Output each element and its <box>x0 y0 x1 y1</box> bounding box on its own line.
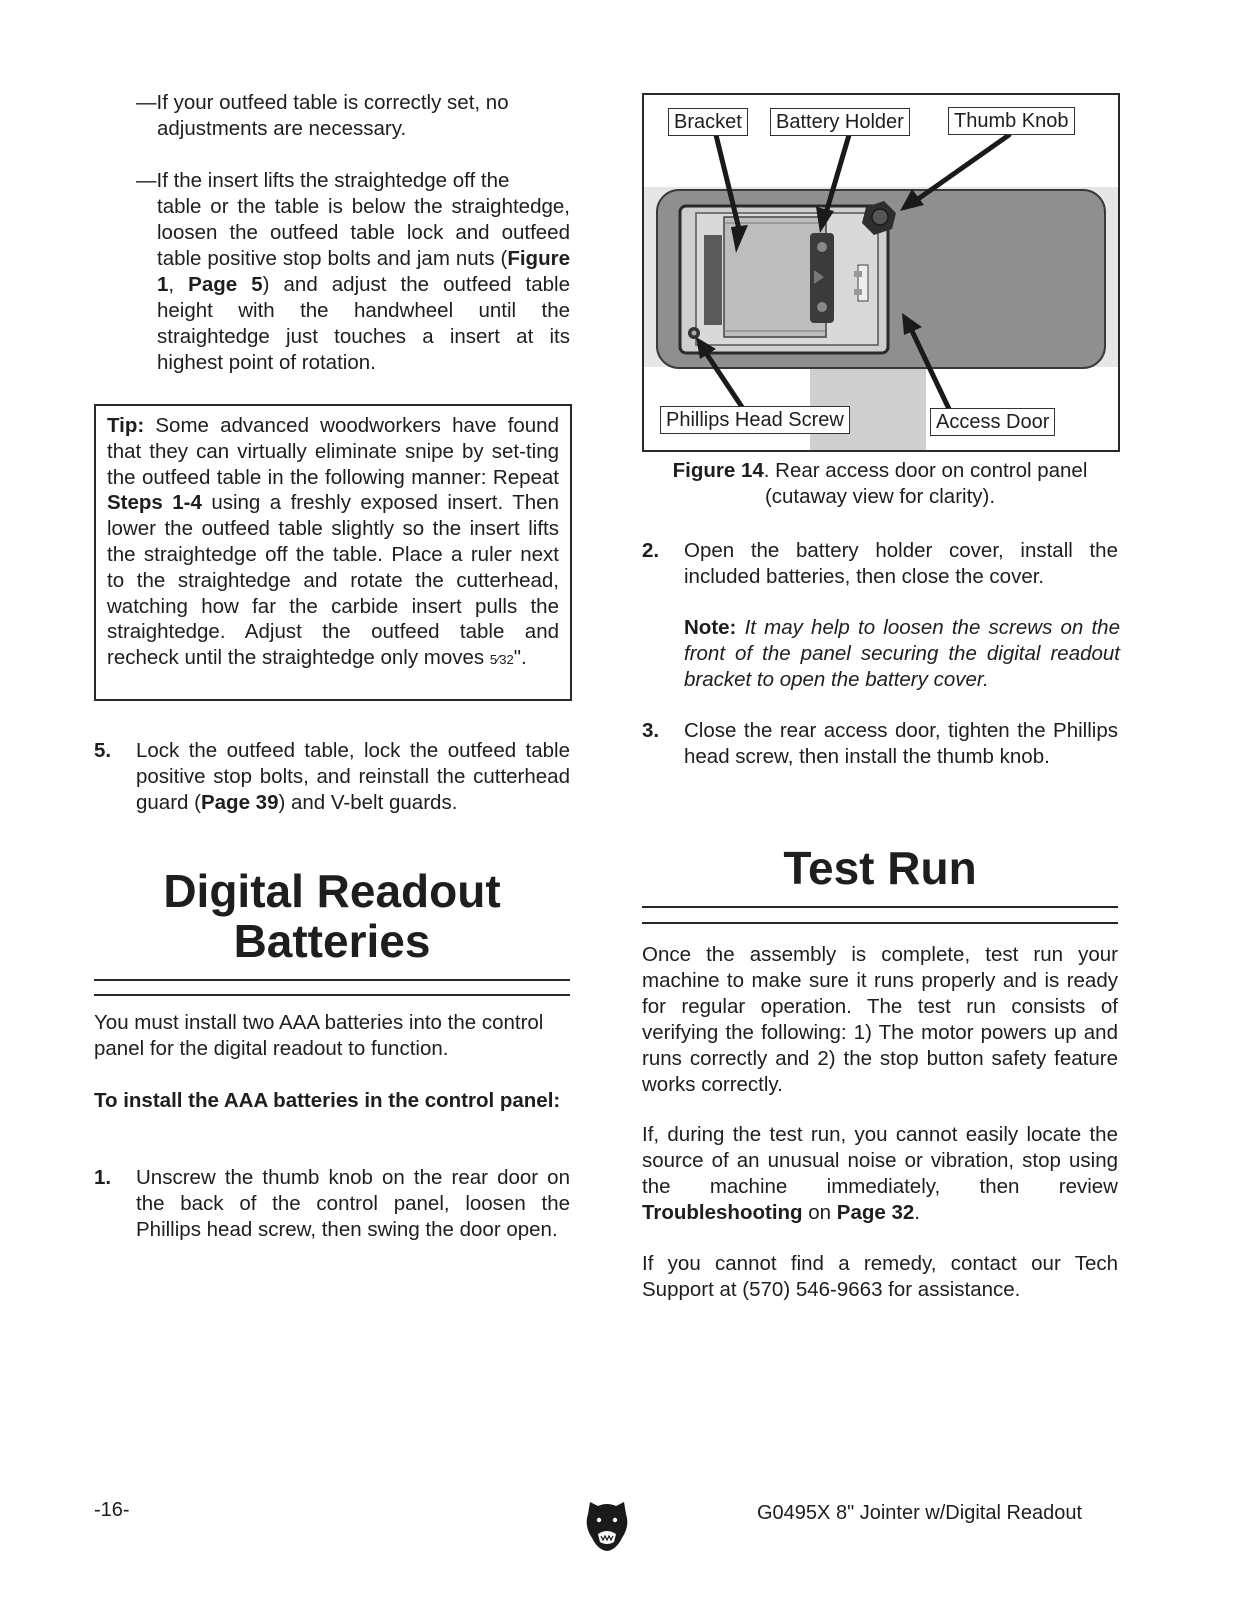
tip-steps-ref: Steps 1-4 <box>107 491 202 515</box>
heading-rule-top <box>94 979 570 981</box>
step-2-body: Open the battery holder cover, install the included batteries, then close the cover. <box>684 539 1118 588</box>
tip-box <box>94 404 572 701</box>
step-2-number: 2. <box>642 539 660 562</box>
caption-line-2: (cutaway view for clarity). <box>764 485 996 508</box>
page-ref: Page 32 <box>836 1201 915 1224</box>
control-panel-illustration <box>644 95 1118 450</box>
note-paragraph <box>684 615 1120 693</box>
dash-item-1-line1: —If your outfeed table is correctly set, no <box>136 91 509 114</box>
figure-14 <box>642 93 1120 452</box>
model-footer: G0495X 8" Jointer w/Digital Readout <box>757 1502 1083 1524</box>
label-access-door: Access Door <box>930 408 1055 436</box>
dash-item-1-line2: adjustments are necessary. <box>157 117 407 140</box>
para-2-text: If, during the test run, you cannot easily locate the source of an unusual noise or vibration, stop using the machine immediately, then review <box>642 1123 1118 1198</box>
label-bracket: Bracket <box>668 108 748 136</box>
tip-text-a: Some advanced woodworkers have found that they can virtually eliminate snipe by set-ting the outfeed table in the following manner: Repeat <box>107 414 559 489</box>
tip-label: Tip: <box>107 414 145 437</box>
test-run-paragraph-3: If you cannot find a remedy, contact our Tech Support at (570) 546-9663 for assistance. <box>642 1252 1118 1301</box>
dash-item-2-text-b: ) and adjust the outfeed table height with the handwheel until the straightedge just touches a insert at its highest point of rotation. <box>157 273 570 374</box>
tip-end: ". <box>513 646 527 670</box>
figure-caption <box>642 458 1118 510</box>
para-2-end: . <box>914 1201 920 1224</box>
procedure-title: To install the AAA batteries in the control panel: <box>94 1089 561 1112</box>
step-5-body <box>136 738 570 816</box>
label-phillips-head-screw: Phillips Head Screw <box>660 406 850 434</box>
figure-ref: Figure 1 <box>157 247 570 296</box>
troubleshooting-ref: Troubleshooting <box>642 1201 803 1224</box>
section-heading-digital-readout <box>94 866 570 966</box>
step-1-body: Unscrew the thumb knob on the rear door on the back of the control panel, loosen the Phillips head screw, then swing the door open. <box>136 1166 570 1241</box>
dash-item-2-line1: —If the insert lifts the straightedge off the <box>136 169 510 192</box>
heading-line-2: Batteries <box>233 915 431 967</box>
test-run-paragraph-1: Once the assembly is complete, test run your machine to make sure it runs properly and is ready for regular operation. The test run consists of verifying the following: 1) The motor powers up and runs correctly and 2) the stop button safety feature works correctly. <box>642 943 1118 1096</box>
step-5-number: 5. <box>94 739 112 762</box>
heading-rule-bottom <box>94 994 570 996</box>
bear-logo-icon <box>584 1496 630 1552</box>
page-number: -16- <box>94 1499 130 1521</box>
step-1-number: 1. <box>94 1166 112 1189</box>
section-heading-test-run: Test Run <box>783 842 977 894</box>
test-run-rule-bottom <box>642 922 1118 924</box>
intro-paragraph: You must install two AAA batteries into the control panel for the digital readout to function. <box>94 1011 544 1060</box>
note-text: It may help to loosen the screws on the front of the panel securing the digital readout bracket to open the battery cover. <box>684 616 1120 691</box>
caption-figure-number: Figure 14 <box>672 459 764 482</box>
tip-text-b: using a freshly exposed insert. Then lower the outfeed table slightly so the insert lifts the straightedge off the table. Place a ruler next to the straightedge and rotate the cutterhead, watching how far the carbide insert pulls the straightedge. Adjust the outfeed table and recheck until the straightedge only moves <box>107 491 559 670</box>
dash-item-2-body <box>157 194 570 376</box>
para-2-mid: on <box>802 1201 837 1224</box>
label-thumb-knob: Thumb Knob <box>948 107 1075 135</box>
test-run-paragraph-2 <box>642 1122 1118 1226</box>
page-ref: Page 5 <box>188 273 263 296</box>
note-label: Note: <box>684 616 737 639</box>
caption-text: . Rear access door on control panel <box>763 459 1088 482</box>
page-ref: Page 39 <box>200 791 279 814</box>
dash-item-2-text-a: table or the table is below the straightedge, loosen the outfeed table lock and outfeed table positive stop bolts and jam nuts ( <box>157 195 570 270</box>
step-3-number: 3. <box>642 719 660 742</box>
test-run-rule-top <box>642 906 1118 908</box>
step-5-text-a: Lock the outfeed table, lock the outfeed table positive stop bolts, and reinstall the cutterhead guard ( <box>136 739 570 814</box>
label-battery-holder: Battery Holder <box>770 108 910 136</box>
heading-line-1: Digital Readout <box>163 865 501 917</box>
tip-fraction: 5⁄32 <box>489 652 514 668</box>
step-3-body: Close the rear access door, tighten the Phillips head screw, then install the thumb knob. <box>684 719 1118 768</box>
separator: , <box>168 273 189 296</box>
step-5-text-b: ) and V-belt guards. <box>278 791 458 814</box>
